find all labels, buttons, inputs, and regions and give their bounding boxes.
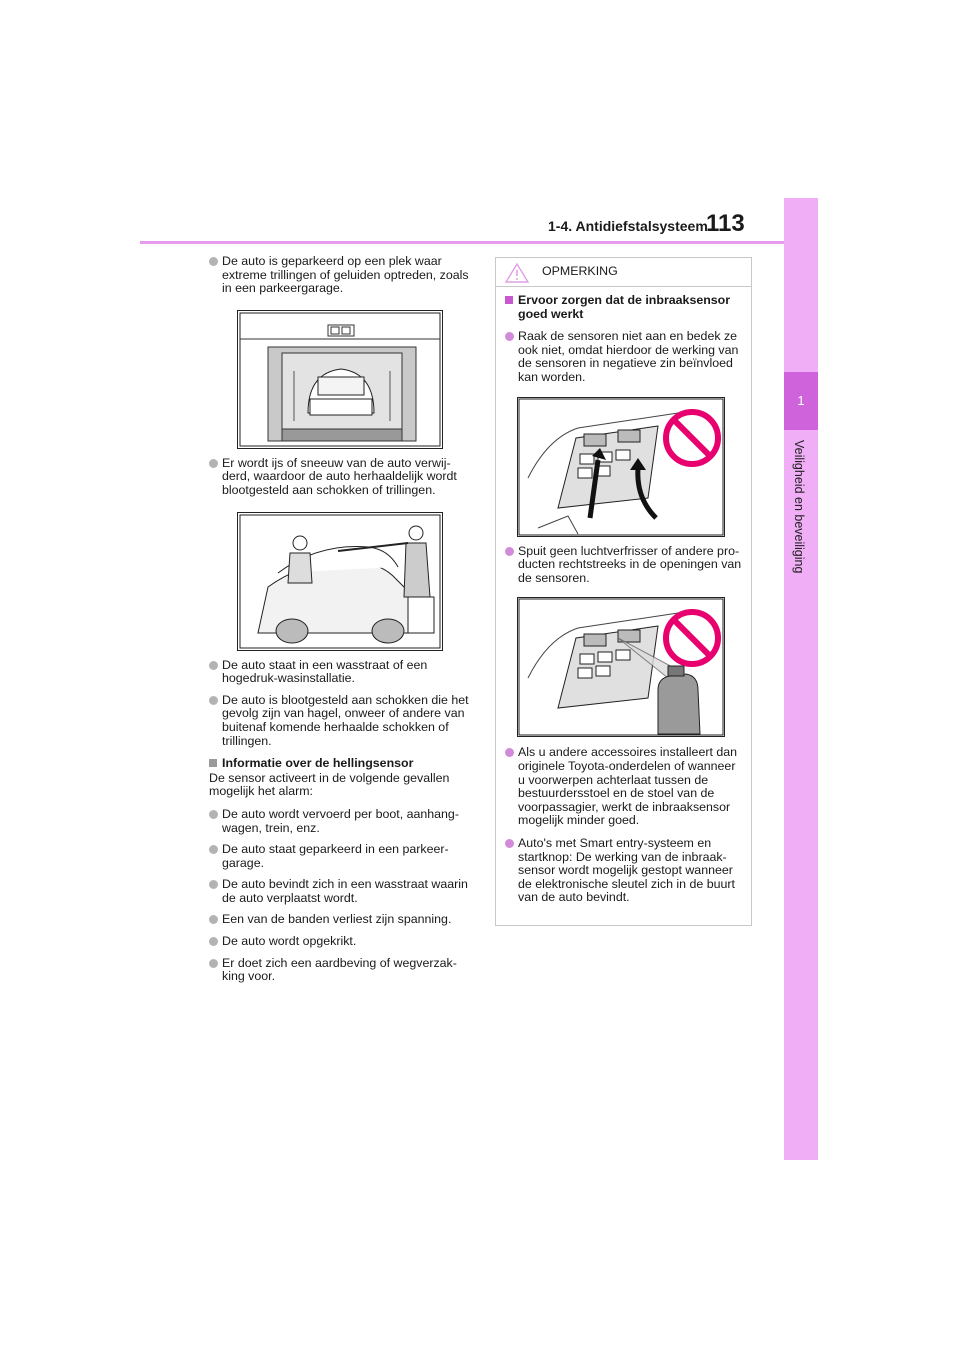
bullet-icon [505,839,514,848]
list-item [209,694,471,748]
chapter-number: 1 [784,372,818,430]
page-number: 113 [706,210,745,237]
notice-heading [505,294,743,321]
bullet-icon [209,937,218,946]
bullet-icon [209,959,218,968]
list-item [209,808,471,835]
snow-removal-illustration [237,512,443,651]
list-item [209,843,471,870]
list-item-text: De auto wordt vervoerd per boot, aanhang-wagen, trein, enz. [222,806,459,835]
list-item-text: Er wordt ijs of sneeuw van de auto verwij-derd, waardoor de auto herhaaldelijk wordt blootgesteld aan schokken of trillingen. [222,455,457,497]
square-bullet-icon [505,296,513,304]
list-item-text: Er doet zich een aardbeving of wegverzak-king voor. [222,955,457,984]
list-item [209,957,471,984]
bullet-icon [505,547,514,556]
list-item [209,457,471,498]
no-spray-illustration [517,597,725,737]
list-item [505,746,743,828]
bullet-icon [209,696,218,705]
list-item [209,255,471,296]
do-not-touch-sensor-illustration [517,397,725,537]
list-item-text: De auto staat in een wasstraat of een hogedruk-wasinstallatie. [222,657,428,686]
side-tab-strip [784,198,818,1160]
heading-text: Ervoor zorgen dat de inbraaksensor goed werkt [518,293,731,321]
chapter-label: Veiligheid en beveiliging [792,440,806,574]
list-item [505,330,743,384]
list-item [209,878,471,905]
bullet-icon [209,810,218,819]
heading-text: Informatie over de hellingsensor [222,756,414,771]
list-item-text: De auto staat geparkeerd in een parkeer-garage. [222,842,449,870]
list-item-text: Auto's met Smart entry-systeem en startknop: De werking van de inbraak-sensor wordt mogelijk gestopt wanneer de elektronische sleutel zich in de buurt van de auto bevindt. [518,835,735,905]
list-item-text: De auto wordt opgekrikt. [222,934,357,949]
list-item-text: Als u andere accessoires installeert dan originele Toyota-onderdelen of wanneer u voorwerpen achterlaat tussen de bestuurdersstoel en de stoel van de voorpassagier, werkt de inbraaksensor mogelijk minder goed. [518,745,738,828]
parking-garage-illustration [237,310,443,449]
list-item [505,545,743,586]
bullet-icon [209,915,218,924]
warning-triangle-icon [505,263,529,283]
notice-box [495,257,752,926]
notice-header [496,258,751,287]
list-item-text: De auto is blootgesteld aan schokken die het gevolg zijn van hagel, onweer of andere van buitenaf komende herhaalde schokken of trillingen. [222,692,469,748]
square-bullet-icon [209,759,217,767]
list-item-text: Spuit geen luchtverfrisser of andere pro-ducten rechtstreeks in de openingen van de sensoren. [518,543,742,585]
list-item [209,659,471,686]
tilt-sensor-heading [209,757,471,771]
list-item-text: De auto is geparkeerd op een plek waar extreme trillingen of geluiden optreden, zoals in een parkeergarage. [222,254,469,296]
bullet-icon [209,845,218,854]
bullet-icon [209,459,218,468]
bullet-icon [209,880,218,889]
section-title: 1-4. Antidiefstalsysteem [548,218,708,234]
tilt-sensor-intro: De sensor activeert in de volgende gevallen mogelijk het alarm: [209,770,450,799]
bullet-icon [505,748,514,757]
list-item-text: De auto bevindt zich in een wasstraat waarin de auto verplaatst wordt. [222,877,468,905]
header-rule [140,241,784,244]
list-item-text: Raak de sensoren niet aan en bedek ze ook niet, omdat hierdoor de werking van de sensoren in negatieve zin beïnvloed kan worden. [518,329,739,384]
list-item [505,837,743,905]
bullet-icon [209,661,218,670]
left-column [209,255,471,984]
bullet-icon [209,257,218,266]
notice-label: OPMERKING [542,264,618,278]
list-item [209,935,471,949]
list-item-text: Een van de banden verliest zijn spanning. [222,912,452,927]
bullet-icon [505,332,514,341]
list-item [209,913,471,927]
